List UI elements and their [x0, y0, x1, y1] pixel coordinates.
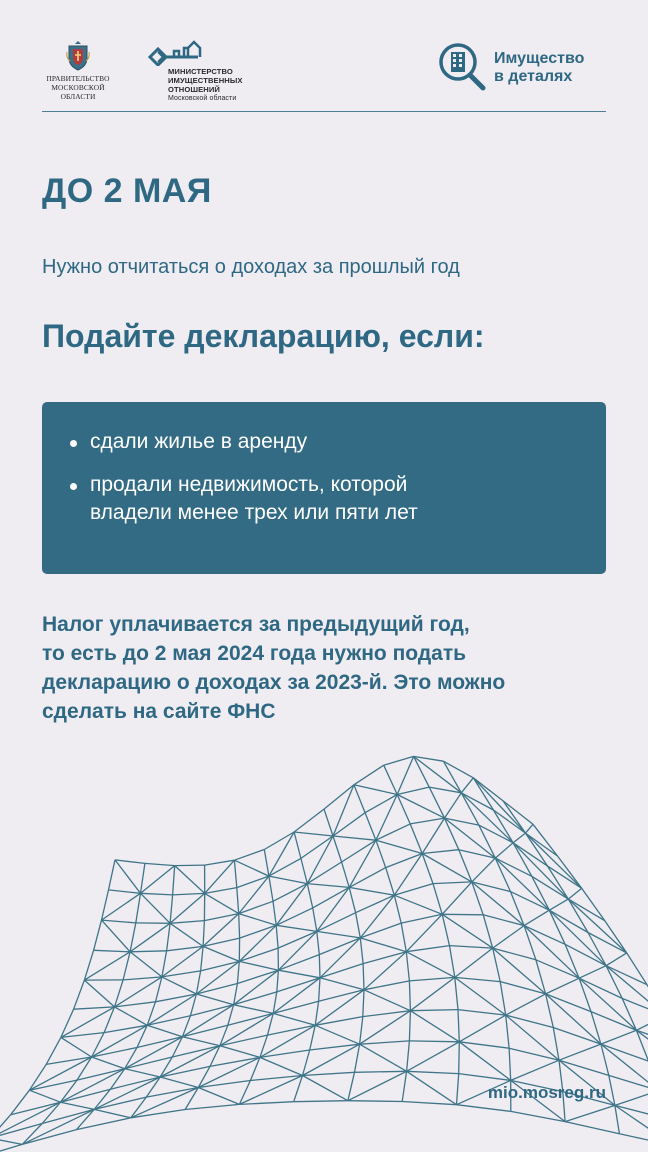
- bullet-icon: [70, 483, 77, 490]
- gov-line-3: ОБЛАСТИ: [60, 92, 96, 101]
- government-logo: [42, 40, 114, 101]
- coat-of-arms-icon: [66, 40, 90, 72]
- gov-line-2: МОСКОВСКОЙ: [51, 83, 105, 92]
- magnifier-building-icon: [436, 40, 488, 96]
- brand-line-2: в деталях: [494, 68, 573, 85]
- website-link[interactable]: mio.mosreg.ru: [487, 1083, 606, 1102]
- condition-item: [70, 428, 586, 456]
- key-house-icon: [148, 40, 218, 66]
- ministry-line-1: МИНИСТЕРСТВО: [168, 67, 233, 76]
- brand-logo: [436, 40, 606, 96]
- condition-text-line: продали недвижимость, которой: [90, 473, 408, 496]
- subtitle: Нужно отчитаться о доходах за прошлый год: [42, 256, 460, 278]
- conditions-list: [42, 402, 606, 527]
- gov-line-1: ПРАВИТЕЛЬСТВО: [46, 74, 110, 83]
- bullet-icon: [70, 440, 77, 447]
- note-line: сделать на сайте ФНС: [42, 700, 276, 723]
- condition-item: [70, 471, 586, 527]
- ministry-line-3: ОТНОШЕНИЙ: [168, 85, 220, 94]
- condition-text-line: сдали жилье в аренду: [90, 430, 308, 453]
- header-divider: [42, 111, 606, 112]
- brand-line-1: Имущество: [494, 50, 585, 67]
- conditions-box: [42, 402, 606, 574]
- header: [42, 38, 606, 112]
- note-line: декларацию о доходах за 2023-й. Это можно: [42, 671, 506, 694]
- condition-text-line: владели менее трех или пяти лет: [90, 501, 418, 524]
- note-line: Налог уплачивается за предыдущий год,: [42, 613, 470, 636]
- call-to-action-heading: Подайте декларацию, если:: [42, 318, 485, 354]
- ministry-logo: [148, 40, 278, 104]
- deadline-heading: ДО 2 МАЯ: [42, 172, 212, 210]
- ministry-region: Московской области: [168, 95, 237, 102]
- tax-note: [42, 610, 602, 726]
- note-line: то есть до 2 мая 2024 года нужно подать: [42, 642, 467, 665]
- ministry-line-2: ИМУЩЕСТВЕННЫХ: [168, 76, 243, 85]
